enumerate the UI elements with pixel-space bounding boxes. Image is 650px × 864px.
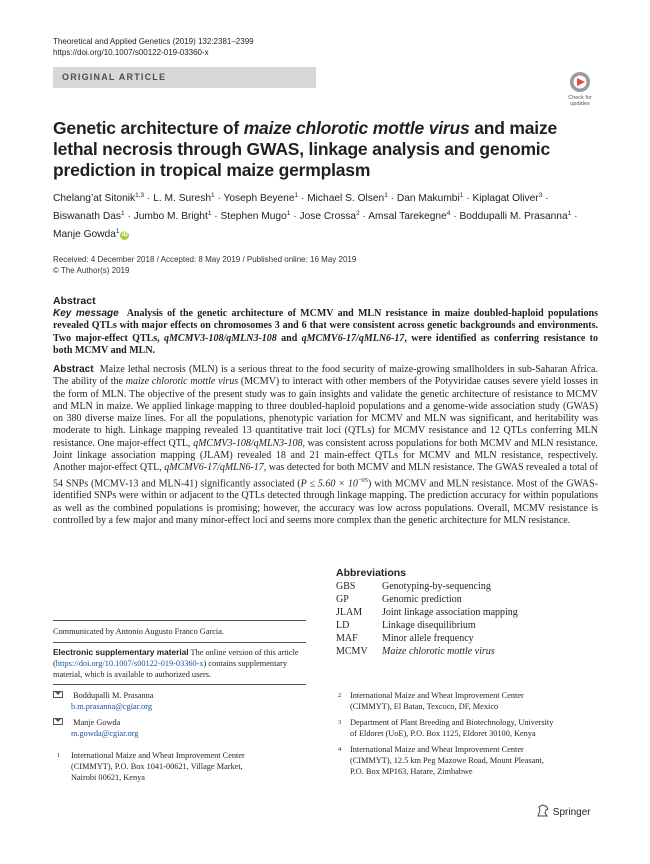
communicated-by: Communicated by Antonio Augusto Franco Garcia. [53,627,224,636]
abstract-heading: Abstract [53,295,96,307]
doi-link[interactable]: https://doi.org/10.1007/s00122-019-03360-x [53,48,209,57]
journal-header [53,36,254,58]
publisher-name: Springer [552,807,591,818]
author[interactable]: Dan Makumbi$^1$ [396,192,464,204]
footnote-divider [53,642,306,643]
abbreviations-heading: Abbreviations [336,567,407,579]
author[interactable]: Kiplagat Oliver$^3$ [472,192,543,204]
publisher-logo [536,804,591,818]
key-message-label: Key message [53,308,119,319]
contact-email[interactable]: b.m.prasanna@cgiar.org [71,702,152,711]
author[interactable]: Chelang’at Sitonik$^{1,3}$ [53,192,145,204]
affiliation-entry: 2 International Maize and Wheat Improvement Center (CIMMYT), El Batan, Texcoco, DF, Mexico [338,691,524,711]
envelope-icon [53,691,63,698]
badge-line1: Check for [568,95,592,101]
envelope-icon [53,718,63,725]
affiliation-entry: 4 International Maize and Wheat Improvement Center (CIMMYT), 12.5 km Peg Mazowe Road, Mount Pleasant, P.O. Box MP163, Harare, Zimbabwe [338,745,544,776]
copyright-line: © The Author(s) 2019 [53,266,130,275]
footnote-divider [53,684,306,685]
article-title: Genetic architecture of maize chlorotic mottle virus and maize lethal necrosis through GWAS, linkage analysis and genomic prediction in tropical maize germplasm [53,118,558,180]
abbreviation-row: JLAM Joint linkage association mapping [336,607,518,618]
author[interactable]: Jumbo M. Bright$^1$ [133,210,212,222]
badge-line2: updates [570,101,590,106]
check-for-updates-icon [563,70,597,106]
author[interactable]: L. M. Suresh$^1$ [153,192,215,204]
author[interactable]: Yoseph Beyene$^1$ [223,192,299,204]
springer-horse-icon [536,804,550,817]
author[interactable]: Michael S. Olsen$^1$ [307,192,388,204]
affiliation-entry: 1 International Maize and Wheat Improvement Center (CIMMYT), P.O. Box 1041-00621, Village Market, Nairobi 00621, Kenya [57,751,245,782]
author[interactable]: Manje Gowda$^1$ [53,228,120,240]
author[interactable]: Boddupalli M. Prasanna$^1$ [459,210,572,222]
author[interactable]: Biswanath Das$^1$ [53,210,125,222]
author[interactable]: Jose Crossa$^2$ [299,210,360,222]
orcid-icon[interactable]: iD [121,232,128,238]
author-list: Chelang’at Sitonik$^{1,3}$ · L. M. Suresh$^1$ · Yoseph Beyene$^1$ · Michael S. Olsen$^1$ · Dan Makumbi$^1$ · Kiplagat Oliver$^3$ · Biswanath Das$^1$ · Jumbo M. Bright$^1$ · Stephen Mugo$^1$ · Jose Crossa$^2$ · Amsal Tarekegne$^4$ · Boddupalli M. Prasanna$^1$ · Manje Gowda$^1$ iD [53,192,578,240]
abbreviation-row: MCMV Maize chlorotic mottle virus [336,646,495,657]
contact-name: Manje Gowda [73,718,121,727]
abbreviation-row: MAF Minor allele frequency [336,633,474,644]
affiliation-entry: 3 Department of Plant Breeding and Biotechnology, University of Eldoret (UoE), P.O. Box 1125, Eldoret 30100, Kenya [338,718,554,738]
dates-line: Received: 4 December 2018 / Accepted: 8 May 2019 / Published online: 16 May 2019 [53,255,357,264]
journal-citation: Theoretical and Applied Genetics (2019) 132:2381–2399 [53,37,254,46]
article-type-label: ORIGINAL ARTICLE [62,72,167,82]
abbreviation-row: GBS Genotyping-by-sequencing [336,581,491,592]
contact-entry [53,717,303,739]
key-message: Key message Analysis of the genetic architecture of MCMV and MLN resistance in maize doubled-haploid populations revealed QTLs with major effects on chromosomes 3 and 6 that were consistent across genetic backgrounds and environments. Two major-effect QTLs, qMCMV3-108/qMLN3-108 and qMCMV6-17/qMLN6-17, were identified as conferring resistance to both MCMV and MLN. [53,308,599,356]
contact-email[interactable]: m.gowda@cgiar.org [71,729,139,738]
footnote-divider [53,620,306,621]
abbreviation-row: LD Linkage disequilibrium [336,620,476,631]
publication-dates [53,254,356,276]
contact-entry [53,690,303,712]
supplementary-link[interactable]: https://doi.org/10.1007/s00122-019-03360-x [55,659,204,668]
abstract-body: Abstract Maize lethal necrosis (MLN) is a serious threat to the food security of maize-growing smallholders in sub-Saharan Africa. The ability of the maize chlorotic mottle virus (MCMV) to interact with other members of the Potyviridae causes severe yield losses in the form of MLN. The objective of the present study was to gain insights and validate the genetic architecture of resistance to MCMV and MLN in maize. We applied linkage mapping to three doubled-haploid populations and a genome-wide association study (GWAS) on 380 diverse maize lines. For all the populations, phenotypic variation for MCMV and MLN was significant, and heritability was moderate to high. Linkage mapping revealed 13 quantitative trait loci (QTLs) for MCMV resistance and 12 QTLs conferring MLN resistance. One major-effect QTL, qMCMV3-108/qMLN3-108, was consistent across populations for both MCMV and MLN resistance. Joint linkage association mapping (JLAM) revealed 18 and 21 main-effect QTLs for MCMV and MLN resistance, respectively. Another major-effect QTL, qMCMV6-17/qMLN6-17, was detected for both MCMV and MLN resistance. The GWAS revealed a total of 54 SNPs (MCMV-13 and MLN-41) significantly associated $(P \le 5.60 \times 10^{-05})$ with MCMV and MLN resistance. Most of the GWAS-identified SNPs were within or adjacent to the QTLs detected through linkage mapping. The prediction accuracy for within populations as well as the combined populations is promising; however, the accuracy was low across populations. Overall, MCMV resistance is controlled by a few major and many minor-effect loci and seems more complex than the genetic architecture for MLN resistance. [53,364,598,526]
abstract-label: Abstract [53,364,94,375]
check-for-updates-badge[interactable] [563,70,597,106]
supplementary-note: Electronic supplementary material The online version of this article (https://doi.org/10.1007/s00122-019-03360-x) contains supplementary material, which is available to authorized users. [53,647,299,679]
contact-name: Boddupalli M. Prasanna [73,691,154,700]
author[interactable]: Amsal Tarekegne$^4$ [368,210,451,222]
abbreviation-row: GP Genomic prediction [336,594,462,605]
author[interactable]: Stephen Mugo$^1$ [220,210,291,222]
